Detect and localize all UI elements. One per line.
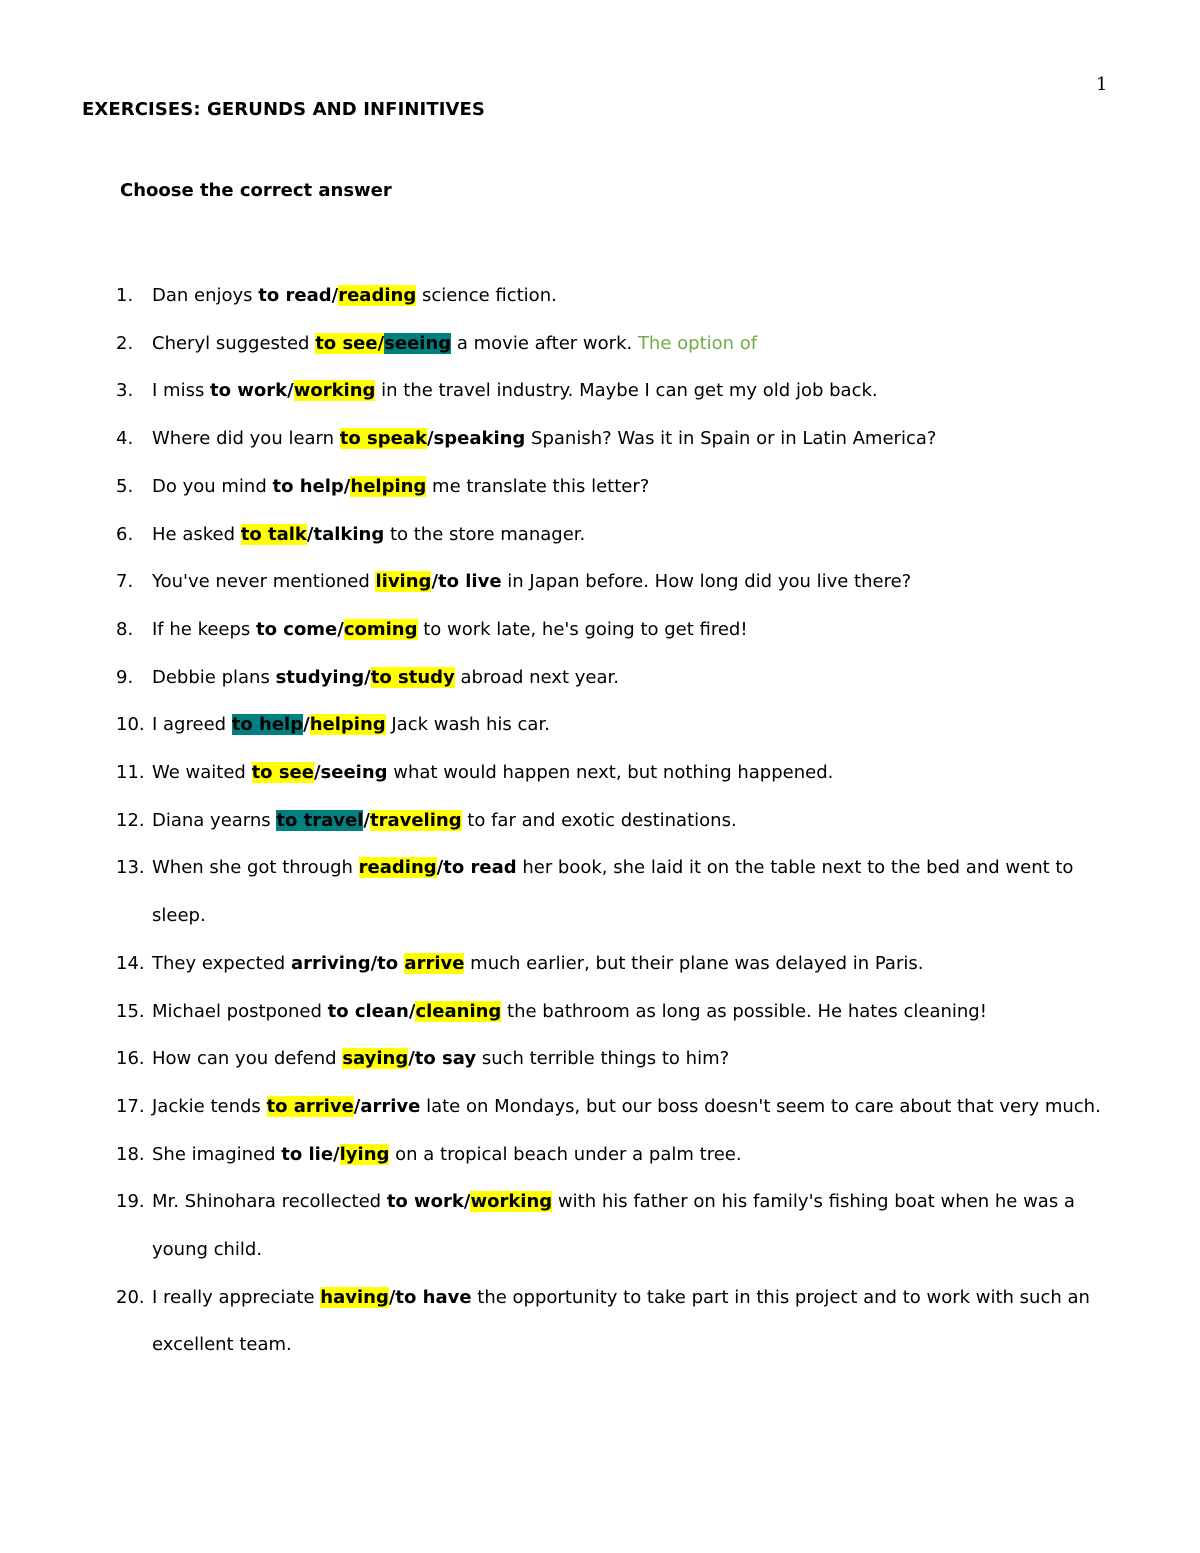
exercise-number: 4. <box>116 428 134 450</box>
exercise-item <box>0 272 1112 320</box>
sentence-text: in the travel industry. Maybe I can get my old job back. <box>375 380 878 402</box>
sentence-text: Michael postponed <box>152 1000 328 1022</box>
sentence-text: She imagined <box>152 1143 282 1165</box>
sentence-text: science fiction. <box>416 285 557 306</box>
answer-option: /talking <box>306 523 385 545</box>
sentence-text: to the store manager. <box>384 523 586 545</box>
exercise-item <box>0 558 1112 606</box>
answer-option: /to live <box>431 571 502 593</box>
sentence-text: I agreed <box>152 714 232 736</box>
sentence-text: We waited <box>152 762 252 784</box>
exercise-item <box>0 1083 1112 1131</box>
answer-option: to work/ <box>386 1191 471 1213</box>
answer-option: /arrive <box>353 1095 421 1117</box>
highlighted-answer-option: to talk <box>240 523 307 545</box>
sentence-text: Dan enjoys <box>152 285 259 306</box>
document-title: EXERCISES: GERUNDS AND INFINITIVES <box>82 99 485 120</box>
answer-option: to come/ <box>256 618 344 640</box>
sentence-text: I miss <box>152 380 211 402</box>
answer-option: to work/ <box>210 380 294 402</box>
sentence-text: much earlier, but their plane was delayed in Paris. <box>464 952 924 974</box>
exercise-number: 13. <box>116 857 145 879</box>
sentence-text: with his father on his family's fishing boat when he was a young child. <box>152 1191 1075 1261</box>
highlighted-answer-option: living <box>375 571 432 593</box>
exercise-number: 5. <box>116 475 134 497</box>
highlighted-answer-option: reading <box>358 857 437 879</box>
highlighted-answer-option: cleaning <box>415 1000 502 1022</box>
sentence-text: on a tropical beach under a palm tree. <box>389 1143 742 1165</box>
answer-option: /seeing <box>313 762 388 784</box>
highlighted-answer-option: working <box>470 1191 553 1213</box>
highlighted-answer-option: to help <box>231 714 304 736</box>
exercise-item <box>0 701 1112 749</box>
sentence-text: the bathroom as long as possible. He hates cleaning! <box>501 1000 987 1022</box>
answer-option: /to say <box>408 1048 477 1070</box>
highlighted-answer-option: working <box>293 380 376 402</box>
answer-option: /to read <box>436 857 517 879</box>
exercise-number: 11. <box>116 762 145 784</box>
exercise-number: 7. <box>116 571 134 593</box>
exercise-item <box>0 797 1112 845</box>
sentence-text: abroad next year. <box>454 666 619 688</box>
exercise-number: 12. <box>116 809 145 831</box>
sentence-text: If he keeps <box>152 618 257 640</box>
sentence-text: late on Mondays, but our boss doesn't seem to care about that very much. <box>420 1095 1101 1117</box>
sentence-text: the opportunity to take part in this project and to work with such an excellent team. <box>152 1286 1090 1356</box>
sentence-text: How can you defend <box>152 1048 343 1070</box>
exercise-number: 1. <box>116 285 134 306</box>
sentence-text: such terrible things to him? <box>476 1048 730 1070</box>
exercise-item <box>0 654 1112 702</box>
exercise-item <box>0 940 1112 988</box>
instructions-heading: Choose the correct answer <box>120 180 392 201</box>
exercise-number: 17. <box>116 1095 145 1117</box>
sentence-text: They expected <box>152 952 291 974</box>
exercise-number: 6. <box>116 523 134 545</box>
exercise-item <box>0 320 1112 368</box>
exercise-item <box>0 1178 1112 1273</box>
sentence-text: a movie after work. <box>451 332 638 354</box>
highlighted-answer-option: seeing <box>384 332 452 354</box>
exercise-number: 8. <box>116 618 134 640</box>
exercise-item <box>0 1035 1112 1083</box>
sentence-text: Cheryl suggested <box>152 332 316 354</box>
sentence-text: You've never mentioned <box>152 571 376 593</box>
answer-option: studying/ <box>275 666 371 688</box>
answer-option: /to have <box>388 1286 472 1308</box>
highlighted-answer-option: to see <box>251 762 314 784</box>
answer-option: arriving/to <box>290 952 405 974</box>
annotation-note: The option of <box>637 332 758 354</box>
answer-option: to help/ <box>272 475 351 497</box>
answer-option: / <box>303 714 310 736</box>
sentence-text: Mr. Shinohara recollected <box>152 1191 387 1213</box>
exercise-number: 2. <box>116 332 134 354</box>
highlighted-answer-option: lying <box>339 1143 390 1165</box>
exercise-item <box>0 511 1112 559</box>
page-number: 1 <box>1096 74 1108 95</box>
sentence-text: Where did you learn <box>152 428 340 450</box>
highlighted-answer-option: traveling <box>369 809 462 831</box>
exercise-number: 3. <box>116 380 134 402</box>
exercise-item <box>0 415 1112 463</box>
sentence-text: When she got through <box>152 857 359 879</box>
sentence-text: Debbie plans <box>152 666 276 688</box>
highlighted-answer-option: to travel <box>276 809 364 831</box>
exercise-item <box>0 844 1112 939</box>
sentence-text: I really appreciate <box>152 1286 321 1308</box>
highlighted-answer-option: coming <box>343 618 418 640</box>
exercise-number: 18. <box>116 1143 145 1165</box>
exercise-number: 14. <box>116 952 145 974</box>
highlighted-answer-option: having <box>320 1286 389 1308</box>
answer-option: to read/ <box>258 285 339 306</box>
exercise-item <box>0 463 1112 511</box>
exercise-item <box>0 749 1112 797</box>
sentence-text: to work late, he's going to get fired! <box>417 618 748 640</box>
highlighted-answer-option: arrive <box>404 952 465 974</box>
answer-option: /speaking <box>426 428 526 450</box>
sentence-text: to far and exotic destinations. <box>461 809 737 831</box>
exercise-item <box>0 606 1112 654</box>
sentence-text: He asked <box>152 523 241 545</box>
highlighted-answer-option: to study <box>370 666 455 688</box>
exercise-list <box>0 272 1200 1369</box>
exercise-number: 16. <box>116 1048 145 1070</box>
answer-option: to clean/ <box>327 1000 416 1022</box>
exercise-item <box>0 1274 1112 1369</box>
highlighted-answer-option: helping <box>309 714 386 736</box>
sentence-text: me translate this letter? <box>426 475 650 497</box>
exercise-number: 10. <box>116 714 145 736</box>
exercise-number: 19. <box>116 1191 145 1213</box>
sentence-text: her book, she laid it on the table next to the bed and went to sleep. <box>152 857 1074 927</box>
exercise-item <box>0 1131 1112 1179</box>
exercise-number: 9. <box>116 666 134 688</box>
answer-option: to lie/ <box>281 1143 340 1165</box>
highlighted-answer-option: saying <box>342 1048 409 1070</box>
highlighted-answer-option: to arrive <box>266 1095 354 1117</box>
sentence-text: in Japan before. How long did you live there? <box>501 571 912 593</box>
exercise-number: 20. <box>116 1286 145 1308</box>
sentence-text: Jackie tends <box>152 1095 267 1117</box>
highlighted-answer-option: reading <box>338 285 417 306</box>
exercise-item <box>0 988 1112 1036</box>
sentence-text: Do you mind <box>152 475 273 497</box>
exercise-item <box>0 367 1112 415</box>
sentence-text: Spanish? Was it in Spain or in Latin America? <box>525 428 937 450</box>
sentence-text: Jack wash his car. <box>385 714 550 736</box>
answer-option: / <box>363 809 370 831</box>
highlighted-answer-option: helping <box>350 475 427 497</box>
sentence-text: what would happen next, but nothing happened. <box>387 762 834 784</box>
highlighted-answer-option: to speak <box>339 428 427 450</box>
sentence-text: Diana yearns <box>152 809 277 831</box>
exercise-number: 15. <box>116 1000 145 1022</box>
highlighted-answer-option: to see/ <box>315 332 385 354</box>
